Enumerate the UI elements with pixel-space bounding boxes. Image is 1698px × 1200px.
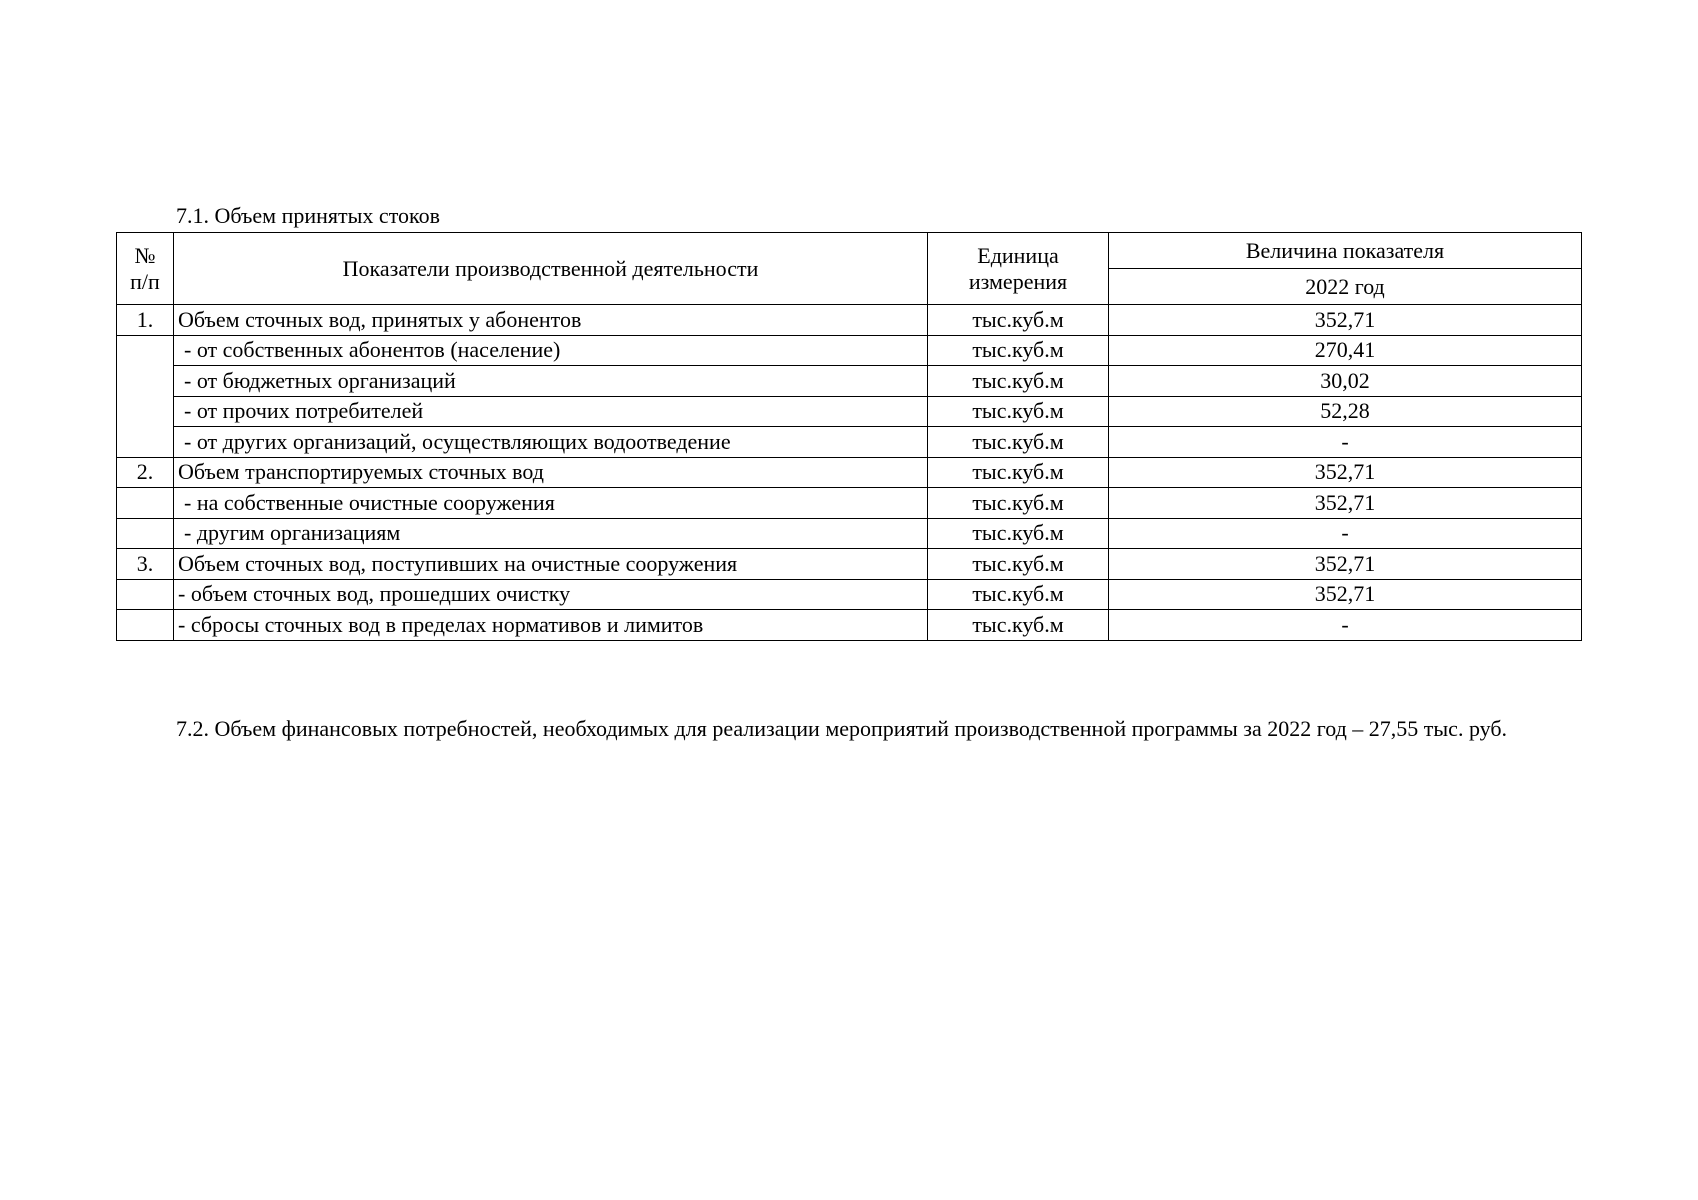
table-row xyxy=(117,396,1582,427)
header-num-line2: п/п xyxy=(130,268,160,294)
row-num: 1. xyxy=(117,305,174,336)
table-row xyxy=(117,335,1582,366)
row-unit: тыс.куб.м xyxy=(928,335,1109,366)
row-value: 270,41 xyxy=(1109,335,1582,366)
table-row xyxy=(117,366,1582,397)
row-label: - от других организаций, осуществляющих водоотведение xyxy=(174,427,928,458)
row-num: 2. xyxy=(117,457,174,488)
row-unit: тыс.куб.м xyxy=(928,549,1109,580)
section-title: 7.1. Объем принятых стоков xyxy=(176,203,440,228)
row-unit: тыс.куб.м xyxy=(928,366,1109,397)
header-indicator: Показатели производственной деятельности xyxy=(174,233,928,305)
row-value: 352,71 xyxy=(1109,457,1582,488)
row-label: Объем сточных вод, принятых у абонентов xyxy=(174,305,928,336)
row-value: - xyxy=(1109,427,1582,458)
row-unit: тыс.куб.м xyxy=(928,305,1109,336)
row-label: - на собственные очистные сооружения xyxy=(174,488,928,519)
row-num: 3. xyxy=(117,549,174,580)
row-label: - сбросы сточных вод в пределах нормативов и лимитов xyxy=(174,610,928,641)
header-unit xyxy=(928,233,1109,305)
row-label: Объем сточных вод, поступивших на очистные сооружения xyxy=(174,549,928,580)
production-table xyxy=(116,232,1582,641)
table-row xyxy=(117,427,1582,458)
row-value: 352,71 xyxy=(1109,488,1582,519)
row-num xyxy=(117,579,174,610)
row-num xyxy=(117,518,174,549)
row-value: 352,71 xyxy=(1109,579,1582,610)
table-row xyxy=(117,488,1582,519)
row-unit: тыс.куб.м xyxy=(928,579,1109,610)
row-unit: тыс.куб.м xyxy=(928,518,1109,549)
financial-needs-paragraph: 7.2. Объем финансовых потребностей, необходимых для реализации мероприятий производственной программы за 2022 год – 27,55 тыс. руб. xyxy=(176,716,1508,741)
row-unit: тыс.куб.м xyxy=(928,396,1109,427)
header-num xyxy=(117,233,174,305)
table-row xyxy=(117,518,1582,549)
row-num xyxy=(117,488,174,519)
row-value: 52,28 xyxy=(1109,396,1582,427)
header-year: 2022 год xyxy=(1109,269,1582,305)
row-unit: тыс.куб.м xyxy=(928,488,1109,519)
row-value: - xyxy=(1109,610,1582,641)
row-value: 352,71 xyxy=(1109,305,1582,336)
row-num xyxy=(117,610,174,641)
table-row xyxy=(117,457,1582,488)
table-row xyxy=(117,610,1582,641)
row-label: - другим организациям xyxy=(174,518,928,549)
header-value-group: Величина показателя xyxy=(1109,233,1582,269)
row-label: - от бюджетных организаций xyxy=(174,366,928,397)
table-row xyxy=(117,579,1582,610)
row-unit: тыс.куб.м xyxy=(928,457,1109,488)
row-label: - объем сточных вод, прошедших очистку xyxy=(174,579,928,610)
row-value: 30,02 xyxy=(1109,366,1582,397)
row-value: - xyxy=(1109,518,1582,549)
table-row xyxy=(117,549,1582,580)
row-value: 352,71 xyxy=(1109,549,1582,580)
row-unit: тыс.куб.м xyxy=(928,610,1109,641)
header-unit-line1: Единица xyxy=(977,242,1059,268)
row-label: - от собственных абонентов (население) xyxy=(174,335,928,366)
table-row xyxy=(117,305,1582,336)
header-unit-line2: измерения xyxy=(968,268,1068,294)
row-unit: тыс.куб.м xyxy=(928,427,1109,458)
row-label: Объем транспортируемых сточных вод xyxy=(174,457,928,488)
row-num-merged xyxy=(117,335,174,457)
table-header-row xyxy=(117,233,1582,269)
header-num-line1: № xyxy=(134,242,156,268)
row-label: - от прочих потребителей xyxy=(174,396,928,427)
